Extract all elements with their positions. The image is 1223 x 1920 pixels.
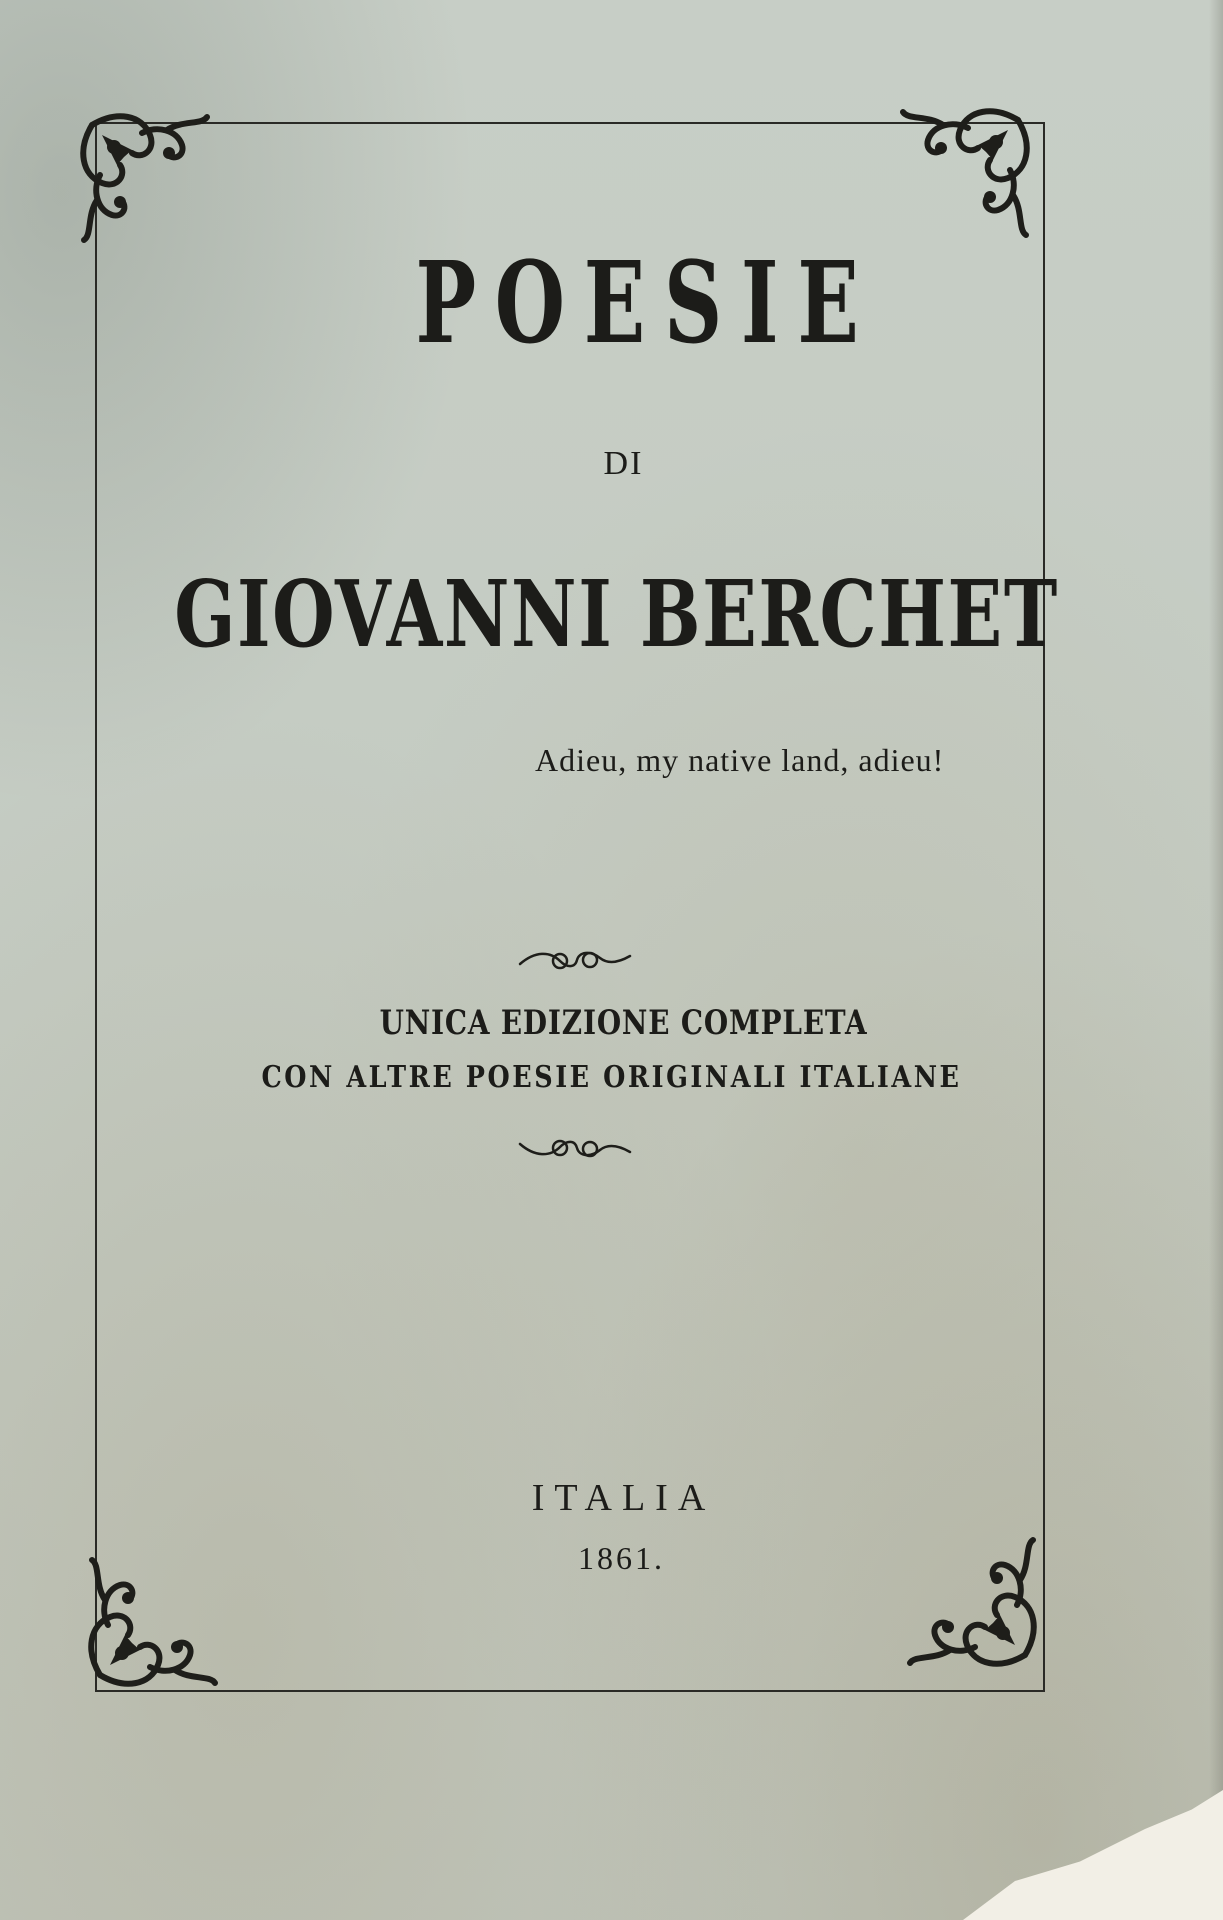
title-preposition: DI bbox=[603, 445, 644, 482]
edition-line-1: UNICA EDIZIONE COMPLETA bbox=[379, 1003, 868, 1043]
edition-line-2: CON ALTRE POESIE ORIGINALI ITALIANE bbox=[261, 1060, 962, 1095]
flourish-icon bbox=[515, 946, 635, 976]
page-edge-shadow bbox=[1209, 0, 1223, 1920]
torn-corner bbox=[963, 1790, 1223, 1920]
epigraph: Adieu, my native land, adieu! bbox=[535, 742, 945, 778]
book-title: POESIE bbox=[415, 238, 878, 369]
publication-place: ITALIA bbox=[531, 1477, 716, 1519]
corner-ornament-icon bbox=[888, 100, 1038, 250]
publication-year: 1861. bbox=[578, 1540, 665, 1576]
corner-ornament-icon bbox=[72, 105, 222, 255]
author-name: GIOVANNI BERCHET bbox=[174, 560, 1059, 668]
flourish-icon bbox=[515, 1132, 635, 1162]
